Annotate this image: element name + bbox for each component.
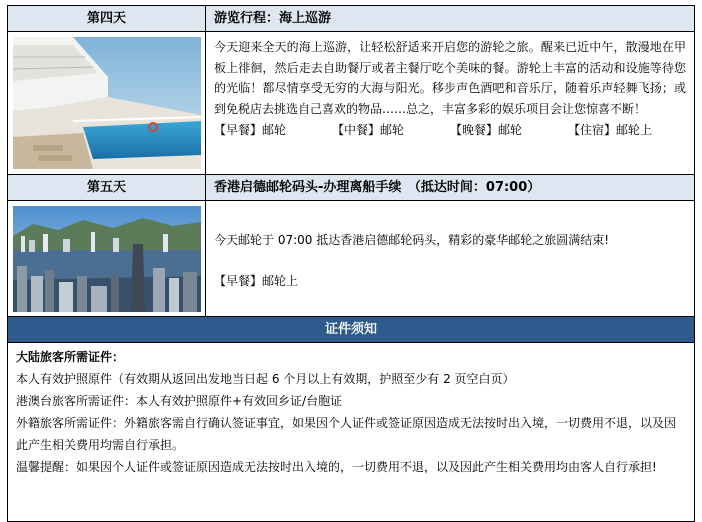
- day4-description: 今天迎来全天的海上巡游，让轻松舒适来开启您的游轮之旅。醒来已近中午，散漫地在甲板上徘徊，然后走去自助餐厅或者主餐厅吃个美味的餐。游轮上丰富的活动和设施等待您的光临！都尽情享受无穷的大海与阳光。移步声色酒吧和音乐厅，随着乐声轻舞飞扬；或到免税店去挑选自己喜欢的物品……总之，丰富多彩的娱乐项目会让您惊喜不断！: [214, 40, 686, 116]
- day4-header-row: [8, 6, 694, 32]
- day5-description: 今天邮轮于 07:00 抵达香港启德邮轮码头，精彩的豪华邮轮之旅圆满结束!: [214, 233, 610, 247]
- day4-accommodation: 【住宿】邮轮上: [568, 123, 653, 137]
- day5-body: [206, 201, 694, 316]
- day4-meal-dinner: 【晚餐】邮轮: [450, 123, 523, 137]
- documents-notes: [8, 343, 694, 521]
- day5-header-row: [8, 175, 694, 201]
- day5-meals: [214, 271, 686, 291]
- mainland-requirements: 本人有效护照原件（有效期从返回出发地当日起 6 个月以上有效期，护照至少有 2 页空白页）: [16, 372, 515, 386]
- day4-content-row: [8, 32, 694, 175]
- day5-meal-breakfast: 【早餐】邮轮上: [214, 273, 299, 288]
- documents-section-heading: 证件须知: [8, 317, 694, 343]
- day4-meals: [214, 120, 686, 140]
- hong-kong-harbour-photo: [8, 201, 206, 316]
- day4-label: 第四天: [8, 6, 206, 31]
- day4-body: [206, 32, 694, 174]
- cruise-deck-photo: [8, 32, 206, 174]
- day4-meal-breakfast: 【早餐】邮轮: [214, 123, 287, 137]
- day4-meal-lunch: 【中餐】邮轮: [332, 123, 405, 137]
- hkmo-requirements: 港澳台旅客所需证件：本人有效护照原件+有效回乡证/台胞证: [16, 394, 343, 408]
- day5-title: 香港启德邮轮码头-办理离船手续 （抵达时间：07:00）: [214, 180, 541, 195]
- reminder-text: 温馨提醒：如果因个人证件或签证原因造成无法按时出入境的，一切费用不退，以及因此产生相关费用均由客人自行承担!: [16, 460, 657, 474]
- day5-label: 第五天: [8, 175, 206, 200]
- day4-title: 游览行程：海上巡游: [214, 11, 332, 26]
- mainland-heading: 大陆旅客所需证件：: [16, 350, 125, 364]
- day5-content-row: [8, 201, 694, 317]
- foreign-requirements: 外籍旅客所需证件：外籍旅客需自行确认签证事宜，如果因个人证件或签证原因造成无法按时出入境，一切费用不退，以及因此产生相关费用均需自行承担。: [16, 416, 677, 452]
- itinerary-sheet: [7, 5, 695, 522]
